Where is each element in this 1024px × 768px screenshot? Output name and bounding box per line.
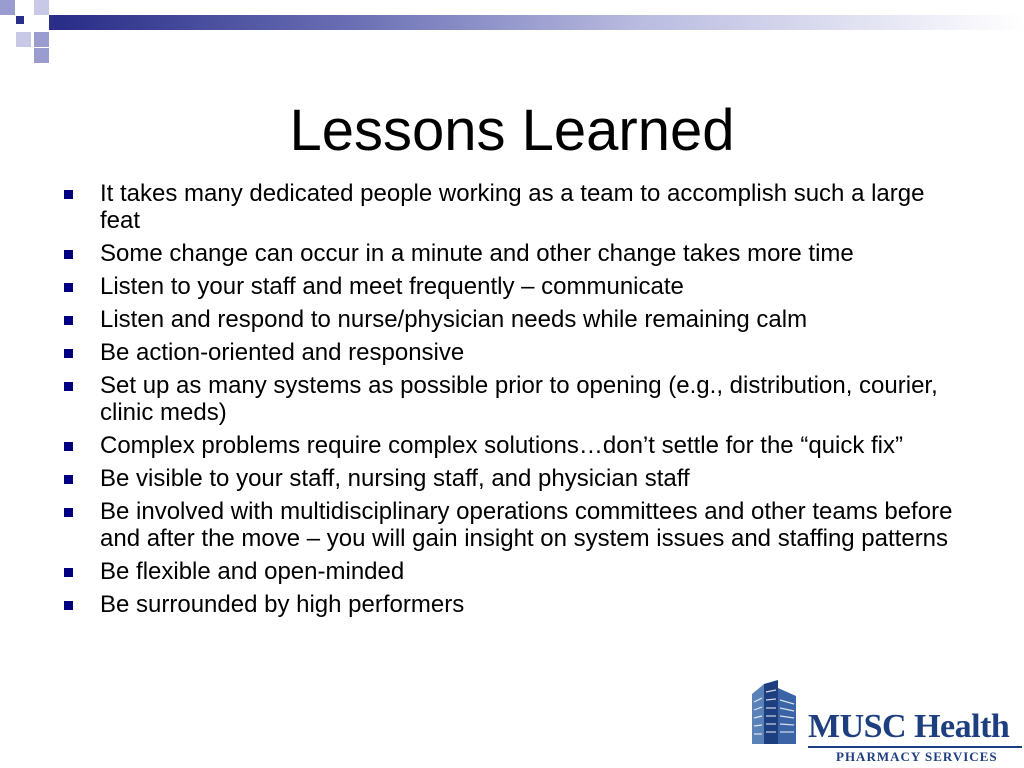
list-item (62, 306, 962, 333)
list-item (62, 465, 962, 492)
bullet-icon (64, 316, 73, 325)
bullet-icon (64, 475, 73, 484)
bullet-text: Be surrounded by high performers (100, 591, 465, 618)
bullet-text: Listen to your staff and meet frequently – communicate (100, 273, 684, 300)
logo-subtitle: PHARMACY SERVICES (836, 749, 998, 764)
deco-square (0, 0, 15, 15)
bullet-icon (64, 250, 73, 259)
bullet-text: It takes many dedicated people working as a team to accomplish such a large feat (100, 180, 925, 234)
list-item (62, 273, 962, 300)
bullet-icon (64, 283, 73, 292)
building-icon (750, 678, 806, 744)
list-item (62, 558, 962, 585)
deco-square (16, 16, 24, 24)
bullet-list (62, 180, 962, 624)
bullet-text: Be involved with multidisciplinary operations committees and other teams before and after the move – you will gain insight on system issues and staffing patterns (100, 498, 953, 552)
bullet-icon (64, 382, 73, 391)
slide-title: Lessons Learned (289, 98, 735, 163)
deco-square (34, 48, 49, 63)
deco-square (49, 15, 64, 30)
bullet-text: Listen and respond to nurse/physician needs while remaining calm (100, 306, 808, 333)
bullet-icon (64, 601, 73, 610)
header-gradient-bar (64, 15, 1024, 30)
list-item (62, 372, 962, 426)
logo-divider (808, 746, 1022, 748)
deco-square (16, 32, 31, 47)
list-item (62, 240, 962, 267)
logo-name: MUSC Health (808, 708, 1010, 745)
list-item (62, 432, 962, 459)
deco-square (34, 32, 49, 47)
bullet-icon (64, 190, 73, 199)
list-item (62, 498, 962, 552)
bullet-text: Complex problems require complex solutions…don’t settle for the “quick fix” (100, 432, 904, 459)
list-item (62, 591, 962, 618)
bullet-text: Be visible to your staff, nursing staff, and physician staff (100, 465, 690, 492)
bullet-icon (64, 442, 73, 451)
list-item (62, 339, 962, 366)
musc-health-logo (750, 678, 1024, 768)
deco-square (34, 0, 49, 15)
bullet-text: Some change can occur in a minute and other change takes more time (100, 240, 854, 267)
bullet-text: Be action-oriented and responsive (100, 339, 465, 366)
bullet-text: Set up as many systems as possible prior to opening (e.g., distribution, courier, clinic meds) (100, 372, 938, 426)
list-item (62, 180, 962, 234)
bullet-icon (64, 508, 73, 517)
bullet-icon (64, 349, 73, 358)
bullet-text: Be flexible and open-minded (100, 558, 405, 585)
bullet-icon (64, 568, 73, 577)
